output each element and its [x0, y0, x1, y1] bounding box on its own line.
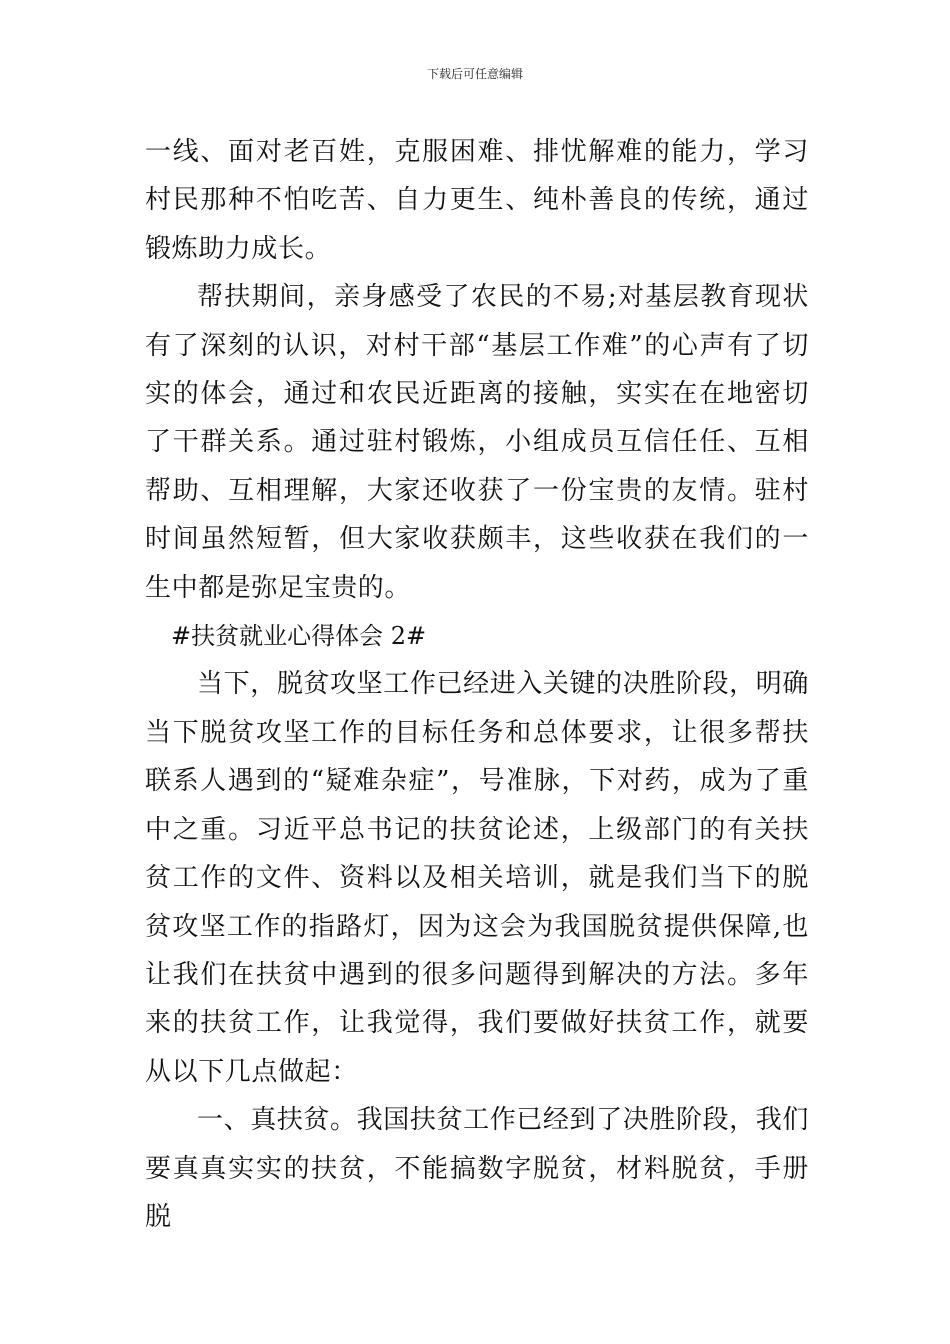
paragraph-point-one: 一、真扶贫。我国扶贫工作已经到了决胜阶段，我们要真真实实的扶贫，不能搞数字脱贫，材料脱贫，手册脱: [145, 1105, 809, 1232]
section-heading: #扶贫就业心得体会 2#: [171, 622, 427, 651]
paragraph-poverty-work: 当下，脱贫攻坚工作已经进入关键的决胜阶段，明确当下脱贫攻坚工作的目标任务和总体要求，让很多帮扶联系人遇到的“疑难杂症”，号准脉，下对药，成为了重中之重。习近平总书记的扶贫论述，上级部门的有关扶贫工作的文件、资料以及相关培训，就是我们当下的脱贫攻坚工作的指路灯，因为这会为我国脱贫提供保障,也让我们在扶贫中遇到的很多问题得到解决的方法。多年来的扶贫工作，让我觉得，我们要做好扶贫工作，就要从以下几点做起：: [145, 669, 809, 1087]
paragraph-assistance-period: 帮扶期间，亲身感受了农民的不易;对基层教育现状有了深刻的认识，对村干部“基层工作难”的心声有了切实的体会，通过和农民近距离的接触，实实在在地密切了干群关系。通过驻村锻炼，小组成员互信任任、互相帮助、互相理解，大家还收获了一份宝贵的友情。驻村时间虽然短暂，但大家收获颇丰，这些收获在我们的一生中都是弥足宝贵的。: [145, 282, 809, 603]
document-body: [145, 128, 809, 1241]
page-header-note: 下载后可任意编辑: [426, 67, 523, 81]
paragraph-continuation: 一线、面对老百姓，克服困难、排忧解难的能力，学习村民那种不怕吃苦、自力更生、纯朴善良的传统，通过锻炼助力成长。: [145, 137, 809, 264]
